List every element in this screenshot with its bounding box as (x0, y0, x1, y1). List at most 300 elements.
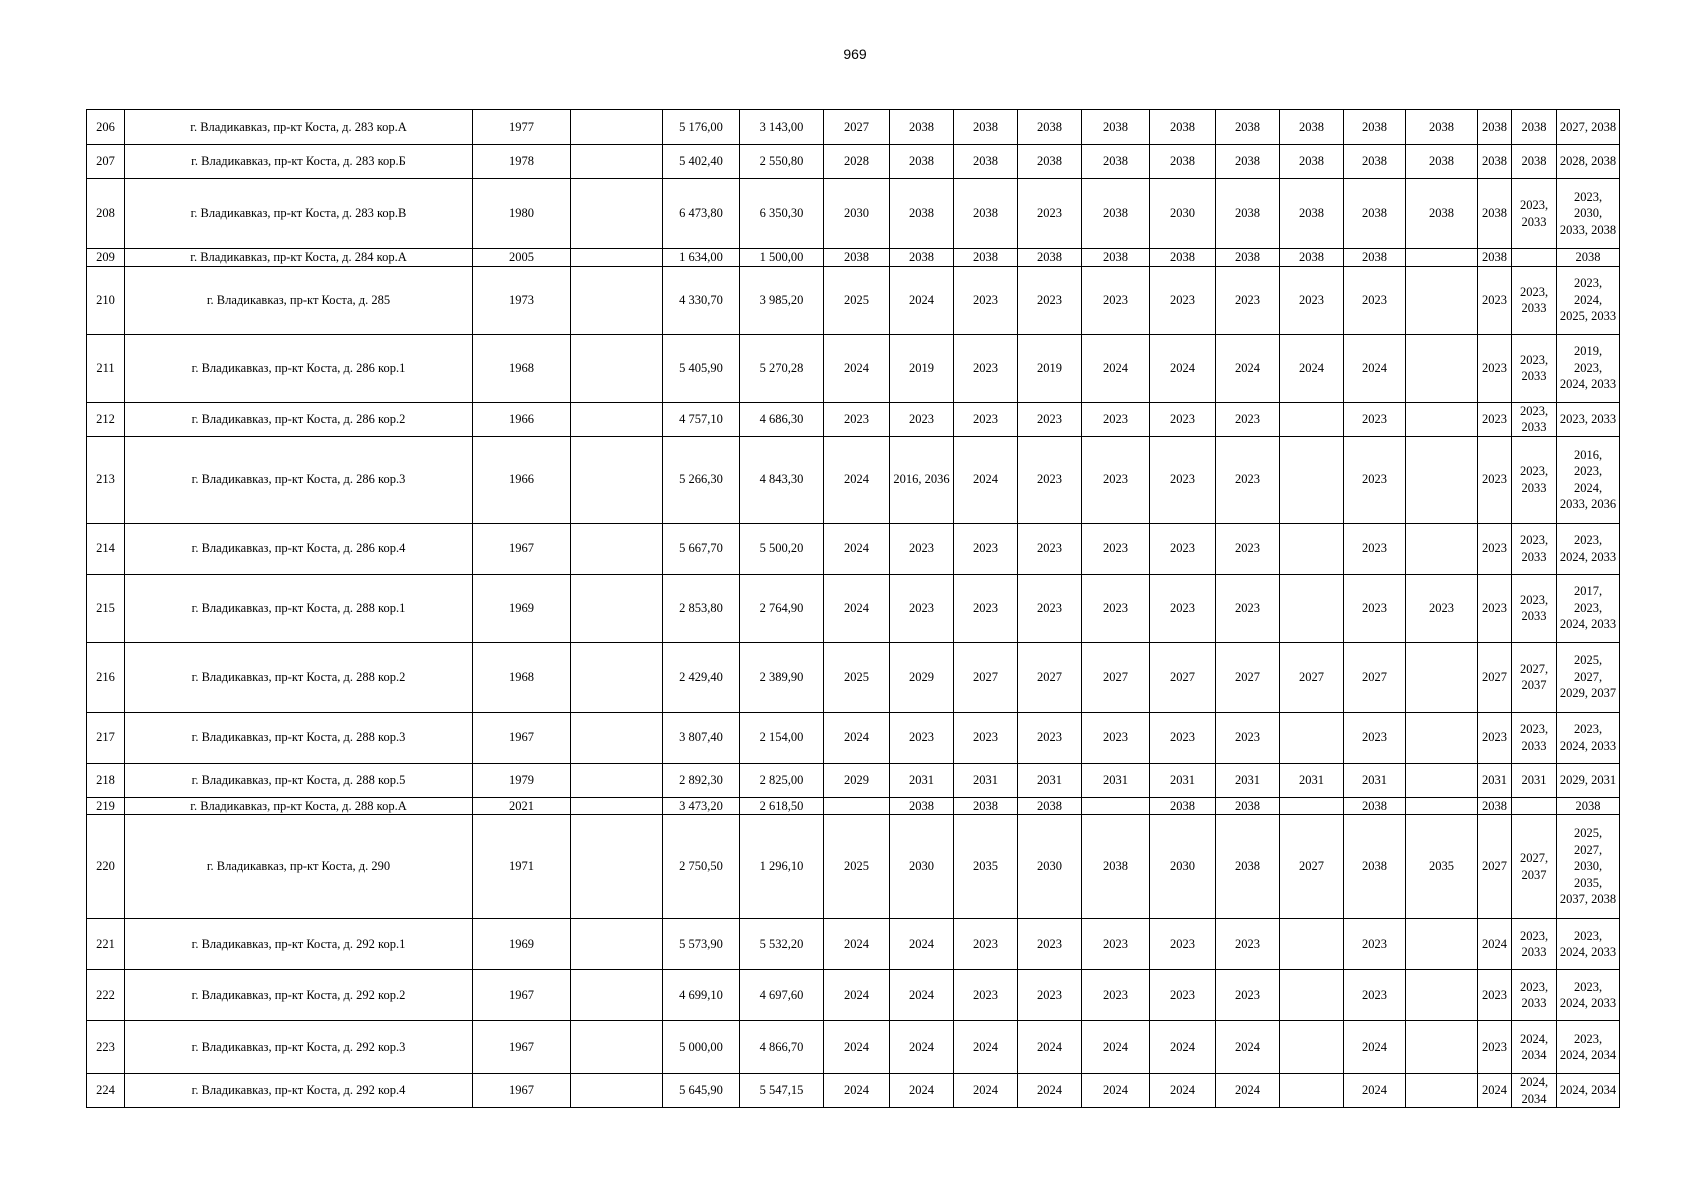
address-cell: г. Владикавказ, пр-кт Коста, д. 286 кор.3 (125, 436, 473, 523)
repair-year-cell (1406, 919, 1478, 970)
repair-year-cell (1280, 797, 1344, 815)
repair-year-cell: 2023 (1344, 436, 1406, 523)
total-area-cell: 5 667,70 (663, 523, 740, 574)
repair-year-cell: 2030 (1150, 179, 1216, 249)
repair-year-cell: 2031 (954, 763, 1018, 797)
repair-year-cell (1406, 1021, 1478, 1074)
repair-year-cell: 2025 (824, 642, 890, 712)
total-area-cell: 3 473,20 (663, 797, 740, 815)
repair-year-cell (1406, 523, 1478, 574)
repair-year-cell: 2023 (1082, 266, 1150, 334)
build-year-cell: 1966 (473, 402, 571, 436)
repair-year-cell: 2024 (1018, 1021, 1082, 1074)
repair-year-cell: 2038 (1280, 179, 1344, 249)
total-area-cell: 5 402,40 (663, 145, 740, 179)
build-year-cell: 1968 (473, 334, 571, 402)
repair-year-cell: 2028 (824, 145, 890, 179)
repair-year-cell: 2023 (1150, 402, 1216, 436)
repair-year-cell: 2023 (1344, 970, 1406, 1021)
table-row (87, 402, 1620, 436)
repair-year-cell: 2024 (1344, 1021, 1406, 1074)
repair-year-cell: 2023 (1018, 919, 1082, 970)
repair-year-cell: 2023 (954, 970, 1018, 1021)
living-area-cell: 2 825,00 (740, 763, 824, 797)
table-row (87, 110, 1620, 145)
row-number: 218 (87, 763, 125, 797)
blank-cell (571, 642, 663, 712)
repair-year-cell: 2023, 2033 (1512, 436, 1557, 523)
repair-year-cell: 2024 (1150, 1074, 1216, 1108)
repair-year-cell: 2023, 2033 (1512, 574, 1557, 642)
repair-year-cell: 2038 (1018, 249, 1082, 267)
repair-year-cell: 2038 (1478, 249, 1512, 267)
table-row (87, 815, 1620, 919)
repair-year-cell: 2038 (824, 249, 890, 267)
repair-year-cell: 2025, 2027, 2029, 2037 (1557, 642, 1620, 712)
repair-year-cell: 2023, 2033 (1512, 523, 1557, 574)
build-year-cell: 1979 (473, 763, 571, 797)
repair-year-cell: 2027, 2038 (1557, 110, 1620, 145)
row-number: 207 (87, 145, 125, 179)
repair-year-cell: 2031 (890, 763, 954, 797)
repair-year-cell: 2023 (1150, 970, 1216, 1021)
repair-year-cell: 2038 (1478, 797, 1512, 815)
repair-year-cell: 2038 (1150, 249, 1216, 267)
repair-year-cell: 2024 (890, 1074, 954, 1108)
table-row (87, 642, 1620, 712)
total-area-cell: 2 892,30 (663, 763, 740, 797)
build-year-cell: 1967 (473, 970, 571, 1021)
repair-year-cell: 2024 (824, 712, 890, 763)
repair-year-cell: 2038 (954, 110, 1018, 145)
repair-year-cell: 2023 (1018, 402, 1082, 436)
repair-year-cell: 2023 (1082, 574, 1150, 642)
address-cell: г. Владикавказ, пр-кт Коста, д. 288 кор.2 (125, 642, 473, 712)
repair-year-cell: 2031 (1280, 763, 1344, 797)
repair-year-cell: 2024 (890, 1021, 954, 1074)
repair-year-cell: 2023, 2030, 2033, 2038 (1557, 179, 1620, 249)
build-year-cell: 2021 (473, 797, 571, 815)
repair-year-cell: 2023 (890, 523, 954, 574)
row-number: 223 (87, 1021, 125, 1074)
repair-year-cell: 2023 (1478, 334, 1512, 402)
repair-year-cell: 2023, 2024, 2034 (1557, 1021, 1620, 1074)
blank-cell (571, 334, 663, 402)
repair-year-cell: 2023 (1406, 574, 1478, 642)
repair-year-cell: 2029 (824, 763, 890, 797)
repair-year-cell: 2023 (1018, 523, 1082, 574)
repair-year-cell: 2023, 2024, 2033 (1557, 712, 1620, 763)
repair-year-cell: 2038 (1406, 179, 1478, 249)
row-number: 222 (87, 970, 125, 1021)
table-row (87, 1021, 1620, 1074)
table-row (87, 574, 1620, 642)
repair-year-cell: 2038 (1557, 249, 1620, 267)
repair-year-cell: 2023 (1082, 402, 1150, 436)
build-year-cell: 1978 (473, 145, 571, 179)
build-year-cell: 1967 (473, 1074, 571, 1108)
repair-year-cell (1406, 970, 1478, 1021)
repair-year-cell: 2038 (1280, 249, 1344, 267)
blank-cell (571, 523, 663, 574)
living-area-cell: 2 618,50 (740, 797, 824, 815)
repair-year-cell: 2023 (1018, 436, 1082, 523)
repair-year-cell: 2038 (1344, 249, 1406, 267)
total-area-cell: 4 699,10 (663, 970, 740, 1021)
living-area-cell: 4 686,30 (740, 402, 824, 436)
repair-year-cell: 2027 (954, 642, 1018, 712)
repair-year-cell (1280, 436, 1344, 523)
repair-year-cell: 2023 (954, 402, 1018, 436)
repair-year-cell: 2023 (1082, 712, 1150, 763)
repair-year-cell: 2017, 2023, 2024, 2033 (1557, 574, 1620, 642)
repair-year-cell: 2038 (1406, 145, 1478, 179)
repair-year-cell (1280, 919, 1344, 970)
repair-year-cell: 2023 (954, 523, 1018, 574)
repair-year-cell: 2027 (1018, 642, 1082, 712)
repair-year-cell: 2019 (890, 334, 954, 402)
living-area-cell: 4 697,60 (740, 970, 824, 1021)
build-year-cell: 1980 (473, 179, 571, 249)
repair-year-cell: 2023 (1018, 179, 1082, 249)
repair-year-cell (1406, 712, 1478, 763)
row-number: 221 (87, 919, 125, 970)
repair-year-cell: 2023 (954, 334, 1018, 402)
repair-year-cell: 2038 (1478, 110, 1512, 145)
table-row (87, 970, 1620, 1021)
repair-year-cell: 2023 (1478, 436, 1512, 523)
living-area-cell: 4 866,70 (740, 1021, 824, 1074)
repair-year-cell: 2024 (954, 1074, 1018, 1108)
repair-year-cell: 2023, 2033 (1512, 179, 1557, 249)
repair-year-cell: 2024 (824, 334, 890, 402)
address-cell: г. Владикавказ, пр-кт Коста, д. 292 кор.2 (125, 970, 473, 1021)
blank-cell (571, 574, 663, 642)
repair-year-cell: 2024 (1216, 1021, 1280, 1074)
repair-year-cell: 2024 (1082, 1074, 1150, 1108)
repair-year-cell: 2023 (1478, 712, 1512, 763)
total-area-cell: 5 000,00 (663, 1021, 740, 1074)
table-row (87, 249, 1620, 267)
address-cell: г. Владикавказ, пр-кт Коста, д. 288 кор.3 (125, 712, 473, 763)
repair-year-cell: 2023 (1150, 919, 1216, 970)
blank-cell (571, 763, 663, 797)
repair-year-cell: 2027 (1478, 642, 1512, 712)
living-area-cell: 5 270,28 (740, 334, 824, 402)
repair-year-cell: 2038 (1018, 110, 1082, 145)
row-number: 214 (87, 523, 125, 574)
address-cell: г. Владикавказ, пр-кт Коста, д. 286 кор.2 (125, 402, 473, 436)
repair-year-cell: 2031 (1150, 763, 1216, 797)
repair-year-cell: 2024 (1216, 1074, 1280, 1108)
repair-year-cell: 2016, 2036 (890, 436, 954, 523)
row-number: 213 (87, 436, 125, 523)
address-cell: г. Владикавказ, пр-кт Коста, д. 283 кор.В (125, 179, 473, 249)
repair-year-cell: 2023 (1280, 266, 1344, 334)
living-area-cell: 2 154,00 (740, 712, 824, 763)
repair-year-cell: 2038 (1082, 179, 1150, 249)
repair-year-cell: 2023 (1150, 574, 1216, 642)
row-number: 224 (87, 1074, 125, 1108)
address-cell: г. Владикавказ, пр-кт Коста, д. 288 кор.1 (125, 574, 473, 642)
repair-year-cell: 2023 (1150, 712, 1216, 763)
repair-year-cell: 2038 (954, 145, 1018, 179)
repair-year-cell (1406, 266, 1478, 334)
repair-year-cell: 2038 (890, 179, 954, 249)
address-cell: г. Владикавказ, пр-кт Коста, д. 285 (125, 266, 473, 334)
address-cell: г. Владикавказ, пр-кт Коста, д. 292 кор.1 (125, 919, 473, 970)
living-area-cell: 4 843,30 (740, 436, 824, 523)
repair-year-cell: 2038 (890, 145, 954, 179)
repair-year-cell: 2023 (890, 402, 954, 436)
row-number: 208 (87, 179, 125, 249)
repair-year-cell: 2038 (1344, 797, 1406, 815)
repair-year-cell: 2038 (954, 797, 1018, 815)
table-row (87, 436, 1620, 523)
repair-year-cell: 2024 (954, 1021, 1018, 1074)
repair-year-cell (1406, 249, 1478, 267)
table-row (87, 145, 1620, 179)
repair-year-cell: 2024 (1082, 1021, 1150, 1074)
repair-year-cell: 2023 (1478, 1021, 1512, 1074)
address-cell: г. Владикавказ, пр-кт Коста, д. 286 кор.1 (125, 334, 473, 402)
repair-year-cell: 2023 (1478, 970, 1512, 1021)
row-number: 220 (87, 815, 125, 919)
row-number: 217 (87, 712, 125, 763)
repair-year-cell: 2038 (1280, 110, 1344, 145)
living-area-cell: 1 500,00 (740, 249, 824, 267)
repair-year-cell: 2030 (890, 815, 954, 919)
total-area-cell: 5 573,90 (663, 919, 740, 970)
repair-year-cell: 2038 (1344, 815, 1406, 919)
repair-year-cell: 2029 (890, 642, 954, 712)
repair-year-cell: 2031 (1216, 763, 1280, 797)
repair-year-cell: 2023, 2024, 2025, 2033 (1557, 266, 1620, 334)
repair-year-cell: 2038 (1344, 179, 1406, 249)
repair-year-cell: 2023 (1150, 266, 1216, 334)
living-area-cell: 2 389,90 (740, 642, 824, 712)
table-row (87, 179, 1620, 249)
row-number: 211 (87, 334, 125, 402)
total-area-cell: 4 330,70 (663, 266, 740, 334)
repair-year-cell: 2038 (1216, 179, 1280, 249)
repair-year-cell: 2023 (1082, 919, 1150, 970)
repair-year-cell: 2023, 2033 (1512, 266, 1557, 334)
row-number: 219 (87, 797, 125, 815)
total-area-cell: 5 266,30 (663, 436, 740, 523)
build-year-cell: 1977 (473, 110, 571, 145)
repair-year-cell (1280, 402, 1344, 436)
repair-year-cell: 2023 (1216, 919, 1280, 970)
blank-cell (571, 970, 663, 1021)
row-number: 215 (87, 574, 125, 642)
repair-year-cell: 2038 (1216, 145, 1280, 179)
repair-year-cell: 2038 (890, 797, 954, 815)
repair-year-cell: 2023 (1216, 523, 1280, 574)
repair-year-cell: 2024 (954, 436, 1018, 523)
repair-year-cell: 2024 (1018, 1074, 1082, 1108)
living-area-cell: 5 547,15 (740, 1074, 824, 1108)
repair-year-cell: 2024 (824, 523, 890, 574)
repair-year-cell: 2023 (1344, 919, 1406, 970)
repair-year-cell (1280, 574, 1344, 642)
repair-year-cell: 2023 (824, 402, 890, 436)
repair-year-cell: 2023 (1216, 436, 1280, 523)
living-area-cell: 2 550,80 (740, 145, 824, 179)
repair-year-cell: 2038 (890, 249, 954, 267)
repair-year-cell: 2038 (1150, 110, 1216, 145)
blank-cell (571, 919, 663, 970)
living-area-cell: 6 350,30 (740, 179, 824, 249)
living-area-cell: 1 296,10 (740, 815, 824, 919)
row-number: 210 (87, 266, 125, 334)
repair-year-cell: 2024 (1216, 334, 1280, 402)
repair-year-cell: 2016, 2023, 2024, 2033, 2036 (1557, 436, 1620, 523)
total-area-cell: 2 750,50 (663, 815, 740, 919)
repair-year-cell: 2024 (824, 436, 890, 523)
repair-year-cell: 2030 (1018, 815, 1082, 919)
repair-year-cell: 2038 (1406, 110, 1478, 145)
table-row (87, 763, 1620, 797)
total-area-cell: 5 176,00 (663, 110, 740, 145)
living-area-cell: 5 500,20 (740, 523, 824, 574)
blank-cell (571, 249, 663, 267)
build-year-cell: 1969 (473, 919, 571, 970)
living-area-cell: 2 764,90 (740, 574, 824, 642)
repair-year-cell: 2038 (1082, 249, 1150, 267)
total-area-cell: 1 634,00 (663, 249, 740, 267)
build-year-cell: 1969 (473, 574, 571, 642)
repair-year-cell: 2029, 2031 (1557, 763, 1620, 797)
row-number: 216 (87, 642, 125, 712)
repair-year-cell: 2024 (824, 574, 890, 642)
repair-year-cell: 2024 (1478, 1074, 1512, 1108)
repair-year-cell (1512, 249, 1557, 267)
total-area-cell: 5 405,90 (663, 334, 740, 402)
row-number: 209 (87, 249, 125, 267)
repair-year-cell (1280, 523, 1344, 574)
repair-year-cell: 2038 (1280, 145, 1344, 179)
repair-year-cell: 2031 (1018, 763, 1082, 797)
build-year-cell: 1968 (473, 642, 571, 712)
repair-year-cell: 2025 (824, 266, 890, 334)
living-area-cell: 3 985,20 (740, 266, 824, 334)
repair-year-cell: 2031 (1082, 763, 1150, 797)
table-row (87, 797, 1620, 815)
repair-year-cell (1406, 402, 1478, 436)
repair-year-cell: 2038 (954, 179, 1018, 249)
registry-table (86, 109, 1620, 1108)
repair-year-cell: 2023 (1082, 970, 1150, 1021)
repair-year-cell: 2038 (1478, 145, 1512, 179)
address-cell: г. Владикавказ, пр-кт Коста, д. 292 кор.4 (125, 1074, 473, 1108)
repair-year-cell: 2023 (1478, 574, 1512, 642)
repair-year-cell: 2038 (1082, 145, 1150, 179)
repair-year-cell: 2023 (1018, 266, 1082, 334)
total-area-cell: 5 645,90 (663, 1074, 740, 1108)
repair-year-cell: 2023, 2033 (1557, 402, 1620, 436)
address-cell: г. Владикавказ, пр-кт Коста, д. 292 кор.3 (125, 1021, 473, 1074)
row-number: 212 (87, 402, 125, 436)
repair-year-cell: 2031 (1344, 763, 1406, 797)
address-cell: г. Владикавказ, пр-кт Коста, д. 288 кор.5 (125, 763, 473, 797)
repair-year-cell: 2024 (824, 1074, 890, 1108)
repair-year-cell: 2038 (1082, 815, 1150, 919)
blank-cell (571, 179, 663, 249)
repair-year-cell: 2023, 2024, 2033 (1557, 970, 1620, 1021)
blank-cell (571, 1074, 663, 1108)
repair-year-cell: 2023 (1344, 266, 1406, 334)
blank-cell (571, 110, 663, 145)
table-row (87, 919, 1620, 970)
repair-year-cell: 2023 (1150, 436, 1216, 523)
blank-cell (571, 145, 663, 179)
repair-year-cell (1082, 797, 1150, 815)
repair-year-cell: 2023 (1216, 402, 1280, 436)
repair-year-cell: 2023, 2033 (1512, 334, 1557, 402)
repair-year-cell: 2031 (1478, 763, 1512, 797)
repair-year-cell: 2023 (1082, 523, 1150, 574)
repair-year-cell: 2023 (1478, 266, 1512, 334)
blank-cell (571, 712, 663, 763)
repair-year-cell: 2025 (824, 815, 890, 919)
build-year-cell: 1967 (473, 712, 571, 763)
repair-year-cell: 2038 (1344, 110, 1406, 145)
repair-year-cell: 2027 (1344, 642, 1406, 712)
build-year-cell: 2005 (473, 249, 571, 267)
repair-year-cell: 2023 (1216, 970, 1280, 1021)
build-year-cell: 1967 (473, 1021, 571, 1074)
repair-year-cell (1280, 970, 1344, 1021)
repair-year-cell (824, 797, 890, 815)
table-row (87, 1074, 1620, 1108)
address-cell: г. Владикавказ, пр-кт Коста, д. 286 кор.4 (125, 523, 473, 574)
repair-year-cell: 2023 (1018, 712, 1082, 763)
repair-year-cell: 2027 (1150, 642, 1216, 712)
repair-year-cell (1406, 642, 1478, 712)
repair-year-cell: 2038 (1216, 797, 1280, 815)
repair-year-cell: 2038 (1150, 145, 1216, 179)
address-cell: г. Владикавказ, пр-кт Коста, д. 284 кор.А (125, 249, 473, 267)
build-year-cell: 1973 (473, 266, 571, 334)
repair-year-cell: 2038 (890, 110, 954, 145)
repair-year-cell: 2030 (1150, 815, 1216, 919)
repair-year-cell: 2023 (890, 574, 954, 642)
repair-year-cell (1406, 797, 1478, 815)
repair-year-cell: 2023 (954, 574, 1018, 642)
repair-year-cell: 2023, 2024, 2033 (1557, 919, 1620, 970)
blank-cell (571, 815, 663, 919)
repair-year-cell: 2023 (954, 712, 1018, 763)
repair-year-cell: 2035 (1406, 815, 1478, 919)
repair-year-cell: 2023, 2024, 2033 (1557, 523, 1620, 574)
address-cell: г. Владикавказ, пр-кт Коста, д. 290 (125, 815, 473, 919)
repair-year-cell: 2023 (1344, 523, 1406, 574)
repair-year-cell: 2023 (1344, 574, 1406, 642)
repair-year-cell (1406, 436, 1478, 523)
total-area-cell: 2 429,40 (663, 642, 740, 712)
repair-year-cell: 2023, 2033 (1512, 402, 1557, 436)
repair-year-cell: 2038 (1150, 797, 1216, 815)
blank-cell (571, 436, 663, 523)
page-number: 969 (843, 46, 867, 62)
repair-year-cell: 2024 (824, 970, 890, 1021)
repair-year-cell: 2024 (1150, 334, 1216, 402)
blank-cell (571, 1021, 663, 1074)
blank-cell (571, 402, 663, 436)
repair-year-cell: 2024, 2034 (1512, 1021, 1557, 1074)
repair-year-cell: 2038 (1512, 145, 1557, 179)
